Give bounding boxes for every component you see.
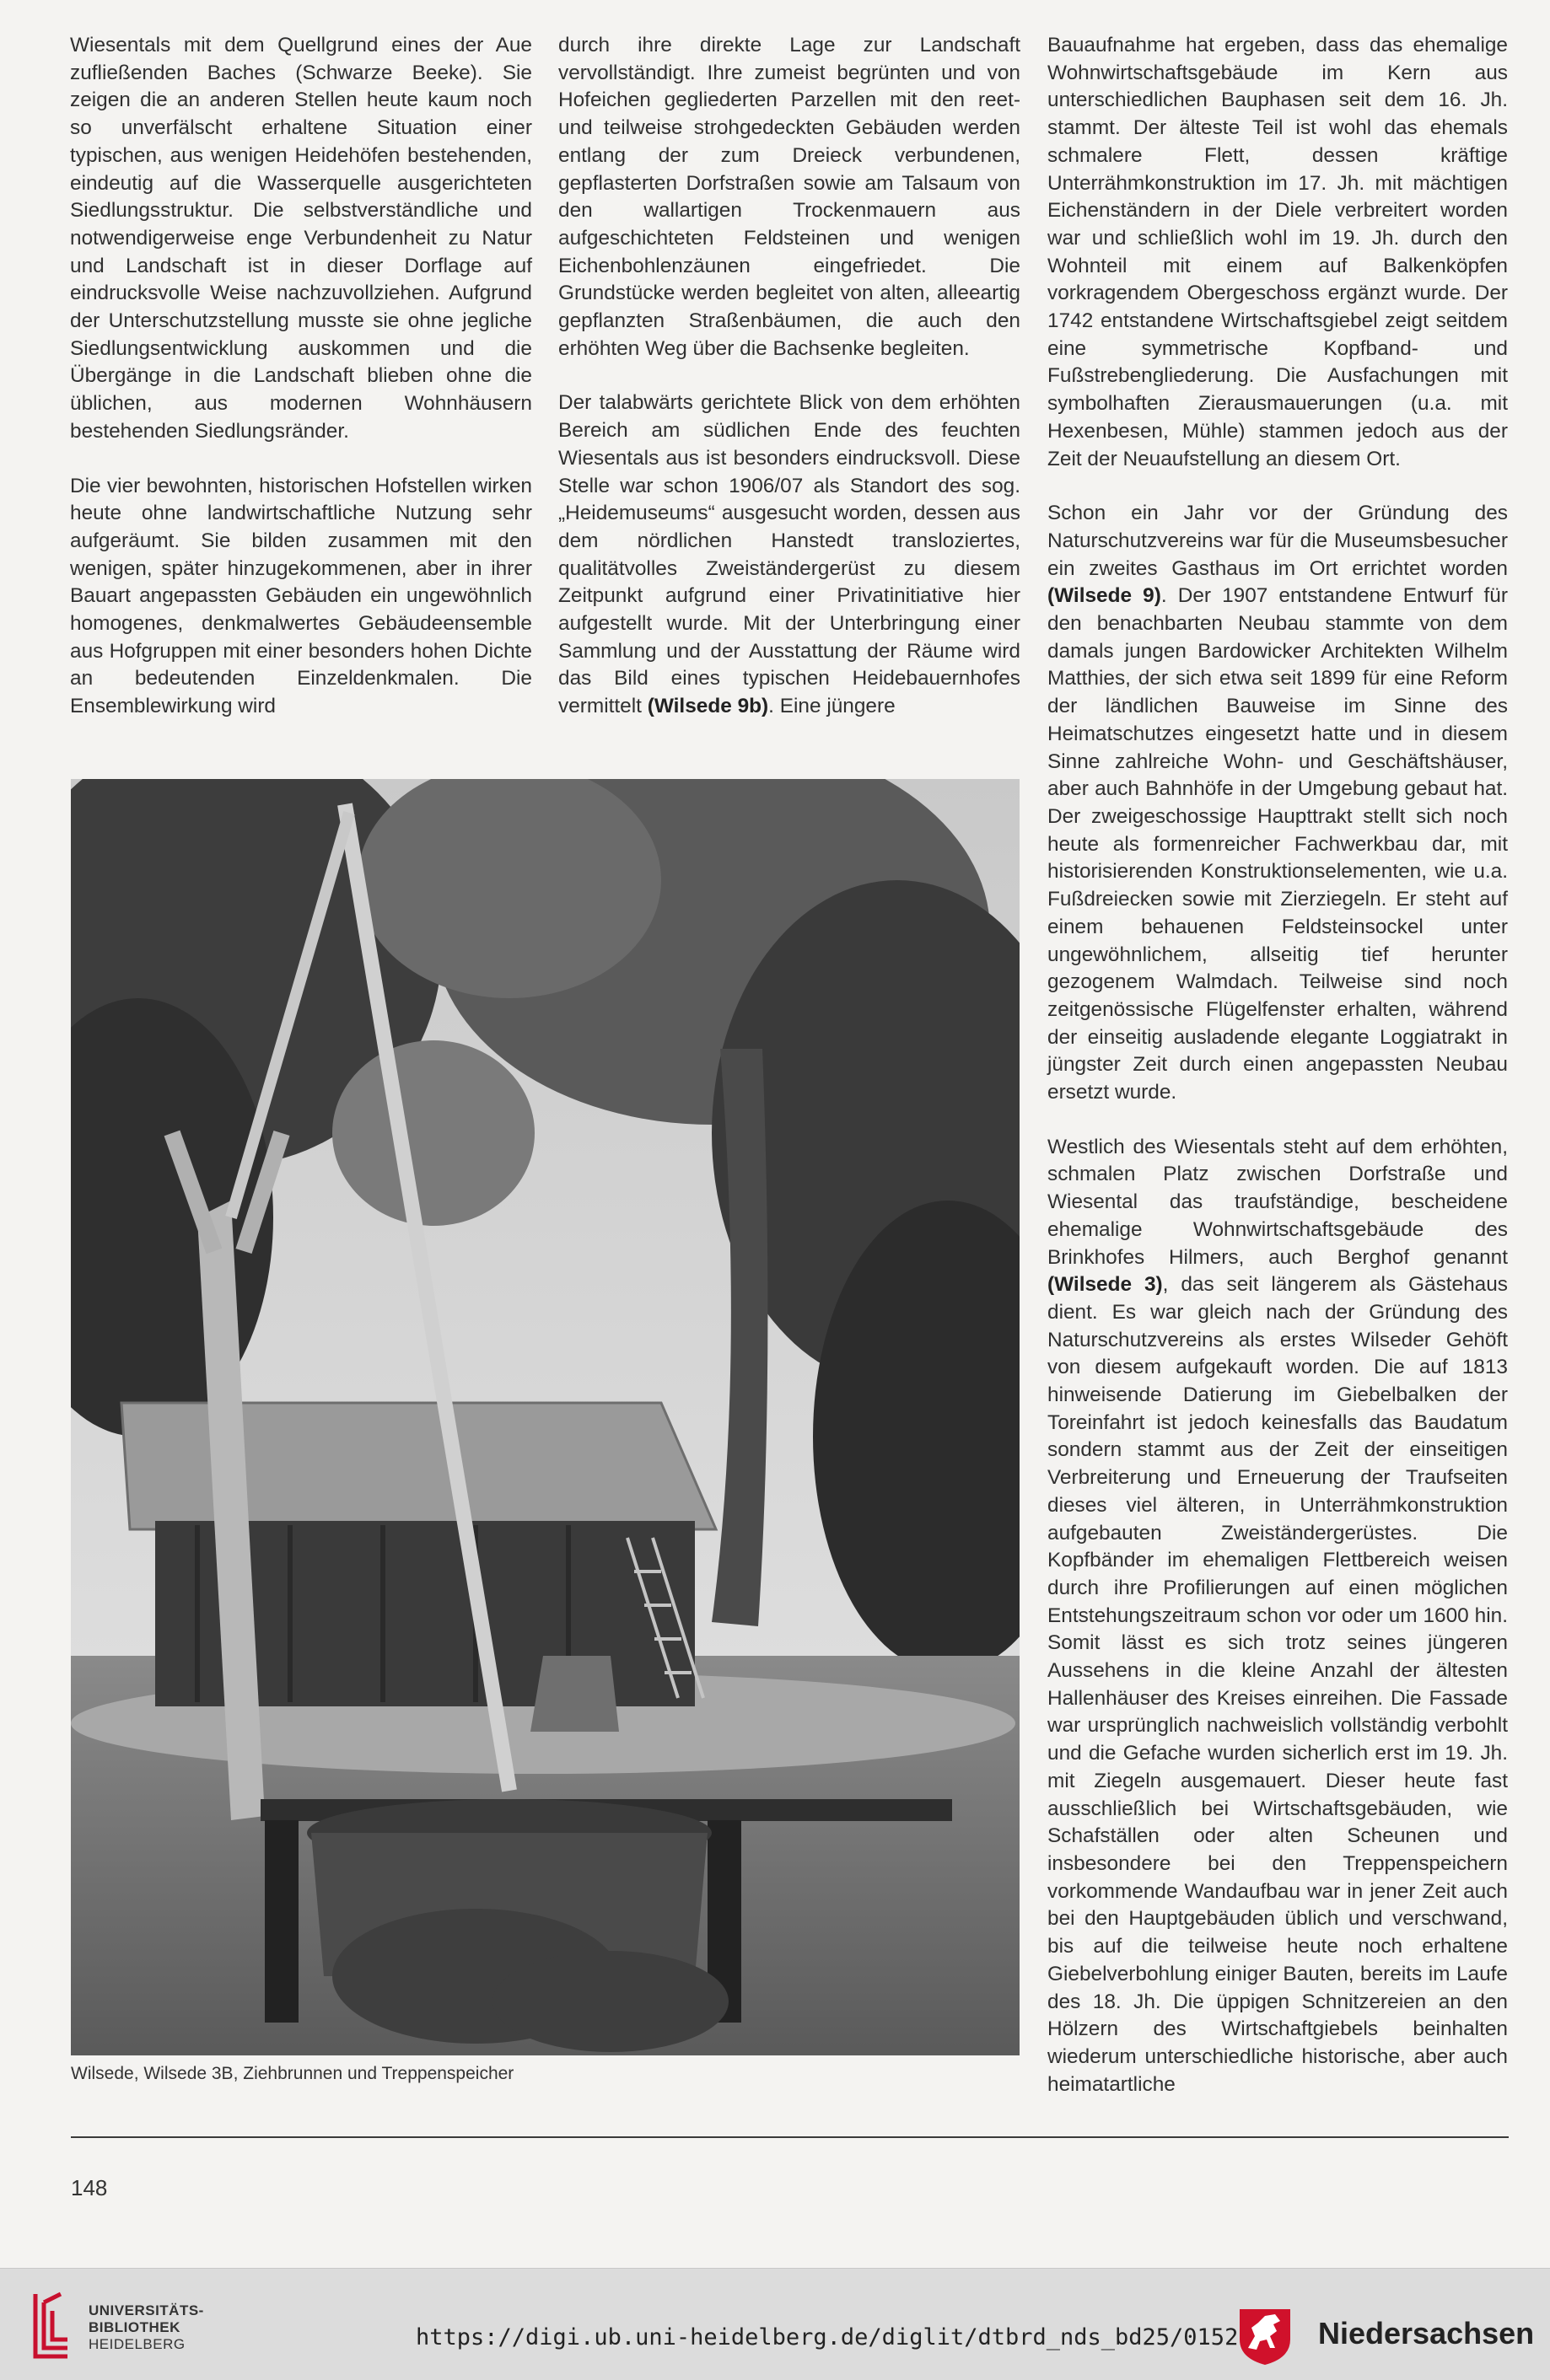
paragraph: durch ihre direkte Lage zur Landschaft vervollständigt. Ihre zumeist begrünten und von Hofeichen gegliederten Parzellen mit den reet- und teilweise strohgedeckten Gebäuden werden entlang der zum Dreieck verbundenen, gepflasterten Dorfstraßen sowie am Talsaum von den wallartigen Trockenmauern aus aufgeschichteten Feldsteinen und wenigen Eichenbohlenzäunen eingefriedet. Die Grundstücke werden begleitet von alten, alleeartig gepflanzten Straßenbäumen, die auch den erhöhten Weg über die Bachsenke begleiten.: [558, 34, 1020, 360]
text-column-1: [70, 32, 532, 721]
paragraph: Wiesentals mit dem Quellgrund eines der Aue zufließenden Baches (Schwarze Beeke). Sie zeigen die an anderen Stellen heute kaum noch so unverfälscht erhaltene Situation einer typischen, aus wenigen Heidehöfen bestehenden, eindeutig auf die Wasserquelle ausgerichteten Siedlungsstruktur. Die selbstverständliche und notwendigerweise enge Verbundenheit zu Natur und Landschaft ist in dieser Dorflage auf eindrucksvolle Weise nachzuvollziehen. Aufgrund der Unterschutzstellung musste sie ohne jegliche Siedlungsentwicklung auskommen und die Übergänge in die Landschaft blieben ohne die üblichen, aus modernen Wohnhäusern bestehenden Siedlungsränder.: [70, 34, 532, 443]
library-name[interactable]: [89, 2302, 204, 2353]
photo-illustration: [71, 779, 1020, 2055]
object-reference: (Wilsede 3): [1047, 1273, 1163, 1297]
library-name-line: BIBLIOTHEK: [89, 2319, 180, 2335]
page-number: 148: [71, 2175, 108, 2200]
photo-caption: Wilsede, Wilsede 3B, Ziehbrunnen und Treppenspeicher: [71, 2064, 514, 2083]
paragraph: Die vier bewohnten, historischen Hofstellen wirken heute ohne landwirtschaftliche Nutzung sehr aufgeräumt. Sie bilden zusammen mit den wenigen, später hinzugekommenen, aber in ihrer Bauart angepassten Gebäuden ein ungewöhnlich homogenes, denkmalwertes Gebäudeensemble aus Hofgruppen mit einer besonders hohen Dichte an bedeutenden Einzeldenkmalen. Die Ensemblewirkung wird: [70, 474, 532, 718]
paragraph: [1047, 500, 1508, 1106]
library-name-line: HEIDELBERG: [89, 2336, 186, 2352]
paragraph: [1047, 1134, 1508, 2099]
paragraph-text: Westlich des Wiesentals steht auf dem erhöhten, schmalen Platz zwischen Dorfstraße und Wiesental das traufständige, bescheidene ehemalige Wohnwirtschaftsgebäude des Brinkhofes Hilmers, auch Berghof genannt: [1047, 1135, 1508, 1269]
paragraph-text: . Der 1907 entstandene Entwurf für den benachbarten Neubau stammte von dem damals jungen Bardowicker Architekten Wilhelm Matthies, der sich etwa seit 1899 für eine Reform der ländlichen Bauweise im Sinne des Heimatschutzes eingesetzt hatte und in diesem Sinne zahlreiche Wohn- und Geschäftshäuser, aber auch Bahnhöfe in der Umgebung gebaut hat. Der zweigeschossige Haupttrakt stellt sich noch heute als formenreicher Fachwerkbau dar, mit historisierenden Konstruktionselementen, wie u.a. Fußdreiecken sowie mit Zierziegeln. Er steht auf einem behauenen Feldsteinsockel unter ungewöhnlichem, allseitig tief herunter gezogenem Walmdach. Teilweise sind noch zeitgenössische Flügelfenster erhalten, während der einseitig ausladende elegante Loggiatrakt in jüngster Zeit durch einen angepassten Neubau ersetzt wurde.: [1047, 584, 1508, 1104]
paragraph-text: Der talabwärts gerichtete Blick von dem erhöhten Bereich am südlichen Ende des feuchten Wiesentals aus ist besonders eindrucksvoll. Diese Stelle war schon 1906/07 als Standort des sog. „Heidemuseums“ ausgesucht worden, dessen aus dem nördlichen Hanstedt transloziertes, qualitätvolles Zweiständergerüst zu diesem Zeitpunkt aufgrund einer Privatinitiative hier aufgestellt wurde. Mit der Unterbringung einer Sammlung und der Ausstattung der Räume wird das Bild eines typischen Heidebauernhofes vermittelt: [558, 391, 1020, 718]
paragraph: [558, 390, 1020, 720]
text-column-3: [1047, 32, 1508, 2098]
permalink-url[interactable]: https://digi.ub.uni-heidelberg.de/diglit/dtbrd_nds_bd25/0152: [416, 2324, 1239, 2350]
state-name: Niedersachsen: [1318, 2316, 1535, 2350]
paragraph-text: . Eine jüngere: [768, 695, 896, 718]
object-reference: (Wilsede 9b): [647, 695, 769, 718]
object-reference: (Wilsede 9): [1047, 584, 1161, 608]
ub-heidelberg-logo-icon[interactable]: [19, 2287, 78, 2363]
library-name-line: UNIVERSITÄTS-: [89, 2302, 204, 2318]
paragraph-text: Schon ein Jahr vor der Gründung des Naturschutzvereins war für die Museumsbesucher ein zweites Gasthaus im Ort errichtet worden: [1047, 502, 1508, 580]
paragraph-text: , das seit längerem als Gästehaus dient. Es war gleich nach der Gründung des Naturschutzvereins als erstes Wilseder Gehöft von diesem aufgekauft worden. Die auf 1813 hinweisende Datierung im Giebelbalken der Toreinfahrt ist jedoch keinesfalls das Baudatum sondern stammt aus der Zeit der einseitigen Verbreiterung und Erneuerung der Traufseiten dieses viel älteren, in Unterrähmkonstruktion aufgebauten Zweiständergerüstes. Die Kopfbänder im ehemaligen Flettbereich weisen durch ihre Profilierungen auf einen möglichen Entstehungszeitraum schon vor oder um 1600 hin. Somit lässt es sich trotz seines jüngeren Aussehens in die kleine Anzahl der ältesten Hallenhäuser des Kreises einreihen. Die Fassade war ursprünglich nachweislich vollständig verbohlt und die Gefache wurden sicherlich erst im 19. Jh. mit Ziegeln ausgemauert. Dieser heute fast ausschließlich bei Wirtschaftsgebäuden, wie Schafställen oder alten Scheunen und insbesondere bei den Treppenspeichern vorkommende Wandaufbau war in jener Zeit auch bei den Hauptgebäuden üblich und verschwand, bis auf die teilweise heute noch erhaltene Giebelverbohlung einiger Bauten, bereits im Laufe des 18. Jh. Die üppigen Schnitzereien an den Hölzern des Wirtschaftgiebels beinhalten wiederum unterschiedliche historische, aber auch heimatartliche: [1047, 1273, 1508, 2096]
photograph-ziehbrunnen: [71, 779, 1020, 2055]
footer-rule: [71, 2136, 1509, 2138]
paragraph: Bauaufnahme hat ergeben, dass das ehemalige Wohnwirtschaftsgebäude im Kern aus unterschiedlichen Bauphasen seit dem 16. Jh. stammt. Der älteste Teil ist wohl das ehemals schmalere Flett, dessen kräftige Unterrähmkonstruktion im 17. Jh. mit mächtigen Eichenständern in der Diele verbreitert worden war und schließlich wohl im 19. Jh. durch den Wohnteil mit einem auf Balkenköpfen vorkragendem Obergeschoss ergänzt wurde. Der 1742 entstandene Wirtschaftsgiebel zeigt seitdem eine symmetrische Kopfband- und Fußstrebengliederung. Die Ausfachungen mit symbolhaften Zierausmauerungen (u.a. mit Hexenbesen, Mühle) stammen jedoch aus der Zeit der Neuaufstellung an diesem Ort.: [1047, 34, 1508, 470]
text-column-2: [558, 32, 1020, 721]
niedersachsen-horse-icon: [1236, 2306, 1294, 2367]
digitization-footer: [0, 2268, 1550, 2380]
